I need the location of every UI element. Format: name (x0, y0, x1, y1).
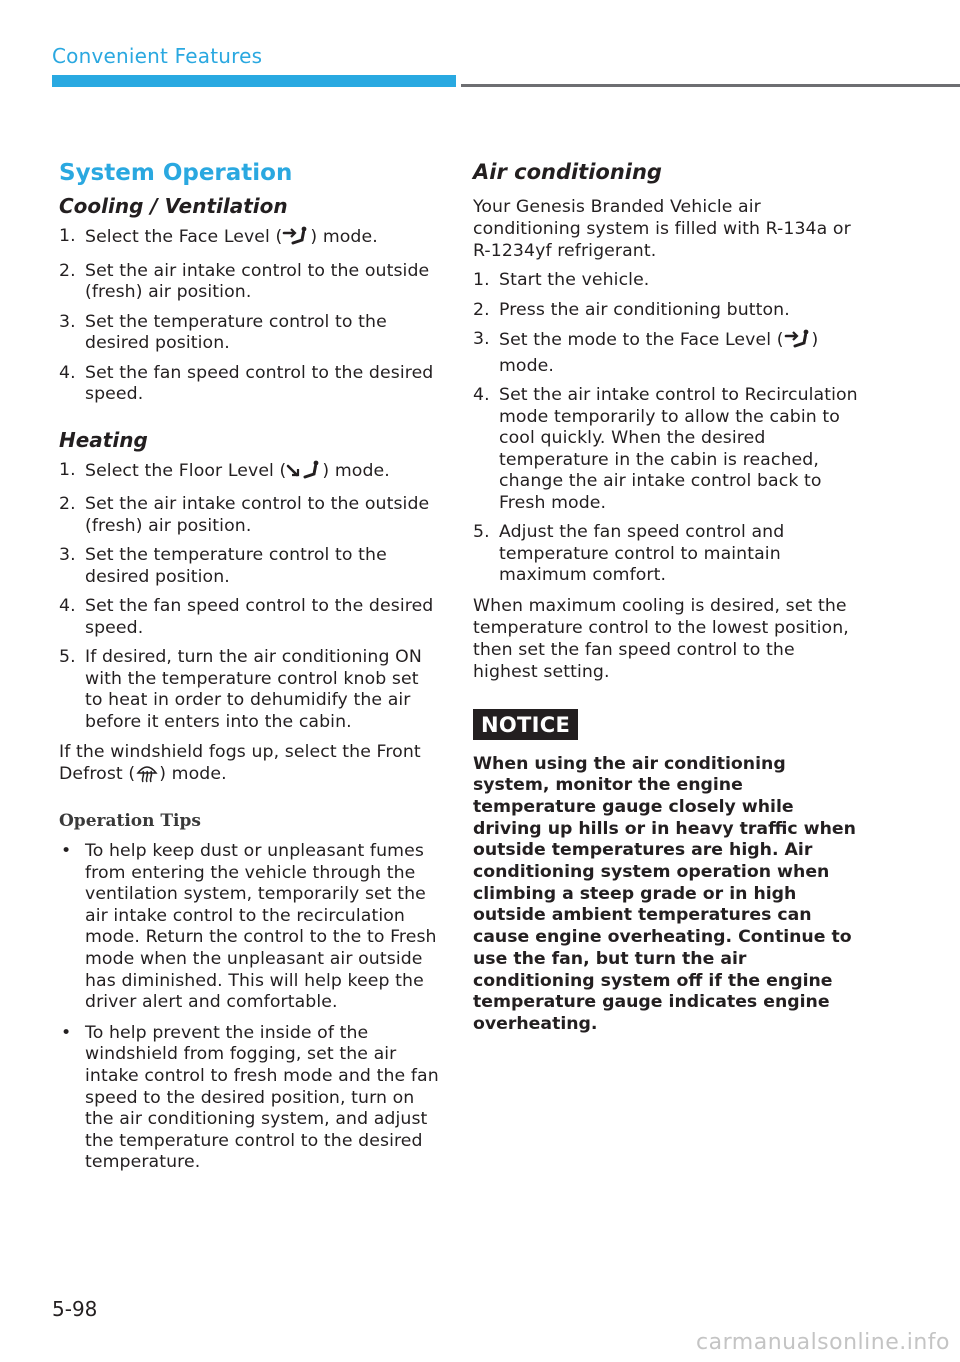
list-item (59, 494, 441, 537)
defrost-text: ) mode. (159, 764, 227, 784)
step-number: 2. (59, 494, 76, 514)
ac-title: Air conditioning (473, 160, 662, 184)
tips-list (59, 841, 441, 1174)
section-title: System Operation (59, 160, 293, 186)
heating-steps (59, 460, 441, 734)
list-item (59, 1023, 441, 1174)
step-text: ) mode. (322, 460, 390, 481)
defrost-paragraph (59, 741, 441, 789)
watermark: carmanualsonline.info (696, 1330, 950, 1355)
header-accent-bar (52, 75, 456, 87)
notice-badge: NOTICE (473, 709, 578, 740)
step-text: Set the fan speed control to the desired speed. (85, 362, 434, 404)
floor-level-icon (286, 460, 322, 487)
list-item (473, 385, 863, 514)
face-level-icon (784, 329, 812, 356)
step-text: Set the fan speed control to the desired speed. (85, 596, 434, 638)
step-number: 1. (59, 226, 76, 246)
step-number: 5. (473, 522, 490, 542)
step-text: Select the Floor Level ( (85, 460, 287, 481)
notice-text: When using the air conditioning system, monitor the engine temperature gauge closely while driving up hills or in heavy traffic when outside temperatures are high. Air conditioning system operation when climbing a steep grade or in high outside ambient temperatures can cause engine overheating. Continue to use the fan, but turn the air conditioning system off if the engine temperature gauge indicates engine overheating. (473, 753, 856, 1034)
step-number: 2. (473, 299, 490, 320)
step-number: 1. (59, 459, 76, 480)
step-text: Press the air conditioning button. (499, 299, 790, 320)
list-item (473, 300, 863, 322)
defrost-text: If the windshield fogs up, select the Front Defrost ( (59, 742, 421, 784)
list-item (59, 841, 441, 1014)
list-item (59, 226, 441, 253)
step-text: Set the air intake control to Recirculation mode temporarily to allow the cabin to cool quickly. When the desired temperature in the cabin is reached, change the air intake control back to Fresh mode. (499, 385, 858, 513)
step-text: If desired, turn the air conditioning ON with the temperature control knob set to heat in order to dehumidify the air before it enters into the cabin. (85, 647, 422, 732)
step-text: Set the temperature control to the desired position. (85, 545, 387, 587)
heating-title: Heating (59, 427, 148, 452)
face-level-icon (282, 226, 310, 253)
list-item (59, 363, 441, 406)
step-number: 3. (59, 545, 76, 565)
step-text: Set the air intake control to the outside (fresh) air position. (85, 494, 430, 536)
step-text: Select the Face Level ( (85, 227, 283, 247)
list-item (59, 647, 441, 733)
bullet-icon: • (61, 841, 72, 861)
header-rule (461, 84, 960, 87)
list-item (473, 522, 863, 587)
step-text: Start the vehicle. (499, 270, 650, 290)
tip-text: To help keep dust or unpleasant fumes from entering the vehicle through the ventilation system, temporarily set the air intake control to the recirculation mode. Return the control to the to Fresh mode when the unpleasant air outside has diminished. This will help keep the driver alert and comfortable. (85, 841, 437, 1013)
ac-steps (473, 270, 863, 587)
right-column (473, 160, 863, 1036)
chapter-title: Convenient Features (52, 44, 263, 68)
step-text: Set the air intake control to the outside (fresh) air position. (85, 260, 430, 302)
step-text: ) mode. (310, 227, 378, 247)
step-number: 2. (59, 260, 76, 281)
front-defrost-icon (135, 763, 159, 789)
step-text: Set the mode to the Face Level ( (499, 330, 784, 350)
step-text: Adjust the fan speed control and temperature control to maintain maximum comfort. (499, 522, 785, 585)
step-number: 3. (473, 329, 490, 349)
tip-text: To help prevent the inside of the windshield from fogging, set the air intake control to fresh mode and the fan speed to the desired position, turn on the air conditioning system, and adjust the temperature control to the desired temperature. (85, 1022, 439, 1173)
list-item (59, 261, 441, 304)
ac-intro: Your Genesis Branded Vehicle air conditioning system is filled with R-134a or R-1234yf refrigerant. (473, 197, 851, 261)
cooling-steps (59, 226, 441, 406)
list-item (59, 596, 441, 639)
step-number: 3. (59, 311, 76, 332)
list-item (59, 312, 441, 355)
left-column (59, 160, 441, 1183)
list-item (473, 329, 863, 377)
list-item (473, 270, 863, 292)
step-number: 5. (59, 647, 76, 667)
step-text: ) mode. (499, 330, 819, 376)
step-text: Set the temperature control to the desired position. (85, 311, 387, 353)
step-number: 4. (473, 385, 490, 405)
max-cooling-paragraph: When maximum cooling is desired, set the temperature control to the lowest position, then set the fan speed control to the highest setting. (473, 595, 849, 682)
list-item (59, 460, 441, 487)
list-item (59, 545, 441, 588)
step-number: 4. (59, 362, 76, 383)
page-number: 5-98 (52, 1297, 98, 1321)
bullet-icon: • (61, 1022, 72, 1043)
cooling-title: Cooling / Ventilation (59, 194, 288, 218)
step-number: 4. (59, 596, 76, 616)
tips-title: Operation Tips (59, 811, 201, 831)
step-number: 1. (473, 270, 490, 290)
